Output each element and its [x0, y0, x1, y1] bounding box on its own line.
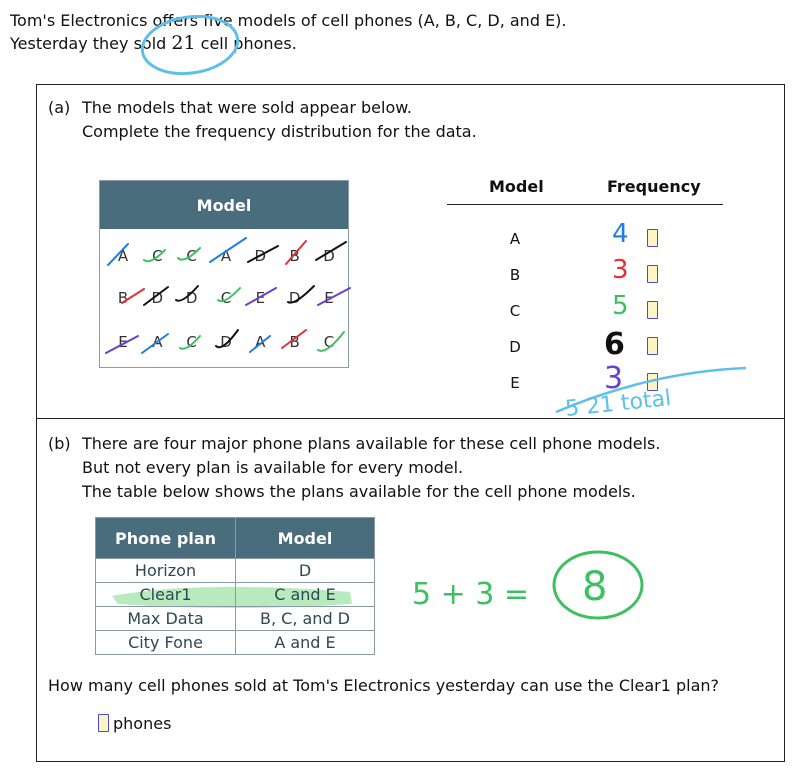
plan-name-cell: Max Data	[96, 607, 236, 631]
row-model-label: C	[509, 302, 521, 320]
letter-cell: D	[151, 289, 164, 307]
model-data-header: Model	[100, 181, 348, 229]
plan-model-cell: D	[236, 559, 375, 583]
letter-cell: D	[323, 247, 335, 265]
letter-cell: E	[324, 289, 334, 307]
letter-cell: A	[152, 333, 163, 351]
part-a-label: (a)	[48, 98, 71, 117]
letter-cell: C	[152, 247, 163, 265]
handwritten-frequency-a: 4	[612, 219, 629, 249]
frequency-answer-box-d[interactable]	[647, 337, 658, 355]
answer-line	[98, 714, 171, 733]
part-b-instructions	[48, 432, 660, 504]
question-text: How many cell phones sold at Tom's Electronics yesterday can use the Clear1 plan?	[48, 676, 720, 695]
plan-model-cell: B, C, and D	[236, 607, 375, 631]
intro-line-2-post: cell phones.	[195, 34, 297, 53]
handwritten-result: 8	[582, 564, 608, 610]
col-header-phone-plan: Phone plan	[96, 518, 236, 559]
part-a-line-2: Complete the frequency distribution for the data.	[82, 122, 477, 141]
phone-plan-table	[95, 517, 375, 655]
table-row	[96, 631, 375, 655]
handwritten-frequency-e: 3	[604, 361, 624, 396]
letters-row-2	[108, 289, 344, 307]
letter-cell: D	[185, 289, 198, 307]
frequency-row-c	[447, 294, 723, 330]
table-row	[96, 607, 375, 631]
intro-line-2-pre: Yesterday they sold	[10, 34, 172, 53]
col-header-model: Model	[489, 177, 544, 196]
part-b-line-2: But not every plan is available for every model.	[82, 458, 464, 477]
letter-cell: B	[289, 333, 300, 351]
frequency-answer-box-c[interactable]	[647, 301, 658, 319]
phones-answer-box[interactable]	[98, 714, 109, 732]
frequency-row-b	[447, 258, 723, 294]
row-model-label: A	[509, 230, 521, 248]
plan-name-cell: City Fone	[96, 631, 236, 655]
frequency-row-a	[447, 222, 723, 258]
letters-row-3	[108, 333, 344, 351]
plan-name-cell: Clear1	[96, 583, 236, 607]
part-b-line-3: The table below shows the plans available for the cell phone models.	[82, 482, 636, 501]
part-a-line-1: The models that were sold appear below.	[82, 98, 412, 117]
part-b-line-1: There are four major phone plans available for these cell phone models.	[82, 434, 661, 453]
letter-cell: C	[220, 289, 232, 307]
plan-name-cell: Horizon	[96, 559, 236, 583]
handwritten-sum: 5 + 3 =	[412, 577, 530, 612]
handwritten-total: 5 21 total	[564, 385, 673, 422]
section-divider	[36, 418, 785, 419]
letter-cell: D	[254, 247, 267, 265]
answer-unit-label: phones	[113, 714, 172, 733]
row-model-label: B	[509, 266, 521, 284]
part-a-instructions	[48, 96, 477, 144]
letter-cell: E	[118, 333, 128, 351]
letter-cell: D	[288, 289, 301, 307]
intro-line-1: Tom's Electronics offers five models of cell phones (A, B, C, D, and E).	[10, 11, 567, 30]
handwritten-frequency-d: 6	[604, 327, 625, 362]
intro-line-2	[10, 32, 567, 55]
letter-cell: A	[255, 333, 266, 351]
handwritten-frequency-b: 3	[612, 255, 629, 285]
row-model-label: D	[509, 338, 521, 356]
phones-sold-number: 21	[171, 32, 196, 54]
table-row	[96, 583, 375, 607]
table-row	[96, 559, 375, 583]
letter-cell: D	[220, 333, 232, 351]
handwritten-frequency-c: 5	[612, 291, 629, 321]
plan-model-cell: C and E	[236, 583, 375, 607]
letter-cell: C	[323, 333, 335, 351]
letters-row-1	[108, 247, 344, 265]
letter-cell: E	[255, 289, 266, 307]
letter-cell: A	[220, 247, 232, 265]
frequency-row-e	[447, 366, 723, 402]
row-model-label: E	[510, 374, 520, 392]
letter-cell: B	[289, 247, 300, 265]
letter-cell: B	[117, 289, 129, 307]
plan-model-cell: A and E	[236, 631, 375, 655]
model-data-box	[99, 180, 349, 368]
part-b-label: (b)	[48, 434, 71, 453]
col-header-frequency: Frequency	[607, 177, 701, 196]
frequency-answer-box-b[interactable]	[647, 265, 658, 283]
letter-cell: A	[117, 247, 129, 265]
frequency-row-d	[447, 330, 723, 366]
col-header-plan-model: Model	[236, 518, 375, 559]
frequency-table-header	[447, 170, 723, 205]
problem-intro	[10, 10, 567, 55]
letter-cell: C	[186, 333, 197, 351]
frequency-answer-box-e[interactable]	[647, 373, 658, 391]
letter-cell: C	[186, 247, 197, 265]
frequency-answer-box-a[interactable]	[647, 229, 658, 247]
